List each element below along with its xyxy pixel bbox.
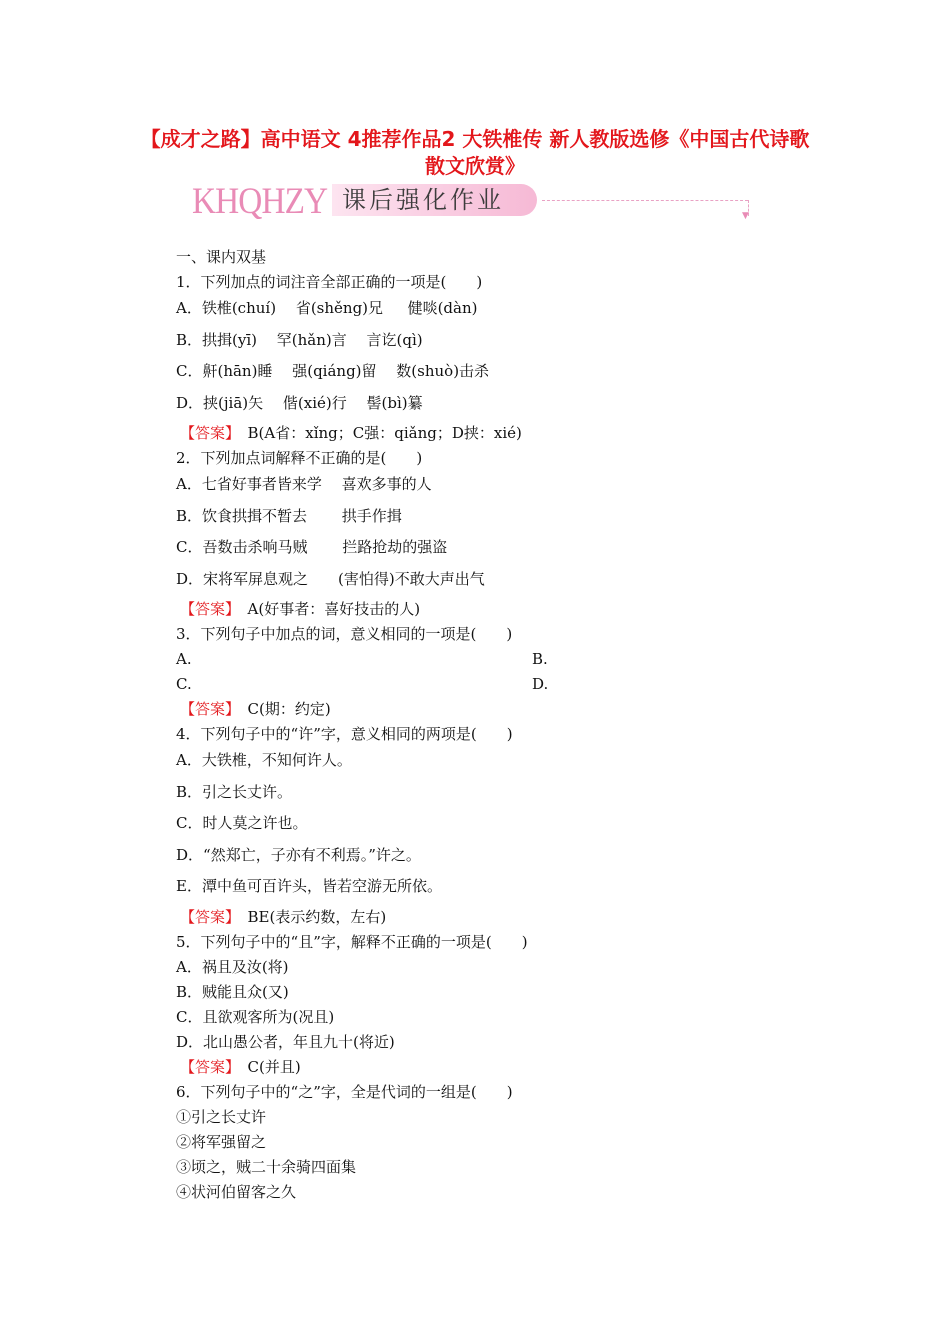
q6-option-3: ③顷之，贼二十余骑四面集: [176, 1157, 357, 1176]
q2-option-c: C．吾数击杀响马贼 拦路抢劫的强盗: [176, 538, 448, 556]
document-title: 【成才之路】高中语文 4推荐作品2 大铁椎传 新人教版选修《中国古代诗歌散文欣赏》: [140, 127, 810, 178]
q3-options-row-2: [176, 672, 816, 697]
answer-tag: 【答案】: [180, 424, 233, 442]
answer-tag: 【答案】: [180, 700, 233, 718]
q1-option-c: C．鼾(hān)睡 强(qiáng)留 数(shuò)击杀: [176, 362, 490, 380]
q4-option-e: E．潭中鱼可百许头，皆若空游无所依。: [176, 877, 442, 895]
answer-tag: 【答案】: [180, 1057, 233, 1076]
q3-answer: [176, 697, 816, 722]
banner-label: 课后强化作业: [342, 186, 504, 214]
q3-options-row-1: [176, 647, 816, 672]
q6-option-1: ①引之长丈许: [176, 1107, 267, 1126]
q4-stem: 4．下列句子中的“许”字，意义相同的两项是( ): [176, 725, 513, 743]
question-content: [176, 245, 816, 1205]
q3-answer-text: C(期：约定): [247, 700, 331, 718]
q6-stem: 6．下列句子中的“之”字，全是代词的一组是( ): [176, 1082, 513, 1101]
q1-option-b: B．拱揖(yī) 罕(hǎn)言 言讫(qì): [176, 330, 423, 349]
q2-option-b: B．饮食拱揖不暂去 拱手作揖: [176, 506, 402, 525]
q1-option-d: D．挟(jiā)矢 偕(xié)行 髻(bì)纂: [176, 393, 423, 412]
q6-option-4: ④状河伯留客之久: [176, 1182, 297, 1201]
q5-option-a: A．祸且及汝(将): [176, 957, 289, 976]
q1-stem: 1．下列加点的词注音全部正确的一项是( ): [176, 273, 483, 291]
q3-option-b: B.: [532, 650, 548, 668]
banner-logo: KHQHZY: [192, 181, 328, 222]
down-arrow-icon: ▼: [742, 211, 749, 221]
q4-option-b: B．引之长丈许。: [176, 782, 293, 801]
q5-option-b: B．贼能且众(又): [176, 982, 289, 1001]
q5-option-c: C．且欲观客所为(况且): [176, 1007, 335, 1026]
q4-option-a: A．大铁椎，不知何许人。: [176, 751, 352, 769]
q2-option-d: D．宋将军屏息观之 (害怕得)不敢大声出气: [176, 569, 485, 588]
answer-tag: 【答案】: [180, 907, 233, 926]
q5-answer: [176, 1055, 816, 1080]
q5-answer-text: C(并且): [247, 1057, 301, 1076]
answer-tag: 【答案】: [180, 600, 233, 618]
q2-option-a: A．七省好事者皆来学 喜欢多事的人: [176, 475, 432, 493]
q4-option-d: D．“然郑亡，子亦有不利焉。”许之。: [176, 845, 421, 864]
q1-answer: [176, 421, 816, 446]
banner-dashed-line: [542, 200, 748, 201]
q4-answer: [176, 905, 816, 930]
q2-answer: [176, 597, 816, 622]
q4-answer-text: BE(表示约数，左右): [247, 907, 387, 926]
q2-stem: 2．下列加点词解释不正确的是( ): [176, 449, 423, 467]
q2-answer-text: A(好事者：喜好技击的人): [247, 600, 421, 618]
q3-option-c: C.: [176, 675, 192, 693]
section-heading: 一、课内双基: [176, 248, 267, 266]
q3-option-d: D.: [532, 675, 549, 693]
q3-option-a: A.: [176, 650, 192, 668]
q1-option-a: A．铁椎(chuí) 省(shěng)兄 健啖(dàn): [176, 299, 478, 317]
q3-stem: 3．下列句子中加点的词，意义相同的一项是( ): [176, 625, 513, 643]
q1-answer-text: B(A省：xǐng；C强：qiǎng；D挟：xié): [247, 424, 522, 442]
q5-stem: 5．下列句子中的“且”字，解释不正确的一项是( ): [176, 932, 528, 951]
q6-option-2: ②将军强留之: [176, 1132, 267, 1151]
q5-option-d: D．北山愚公者，年且九十(将近): [176, 1032, 395, 1051]
homework-banner: [192, 178, 762, 224]
q4-option-c: C．时人莫之许也。: [176, 814, 308, 832]
